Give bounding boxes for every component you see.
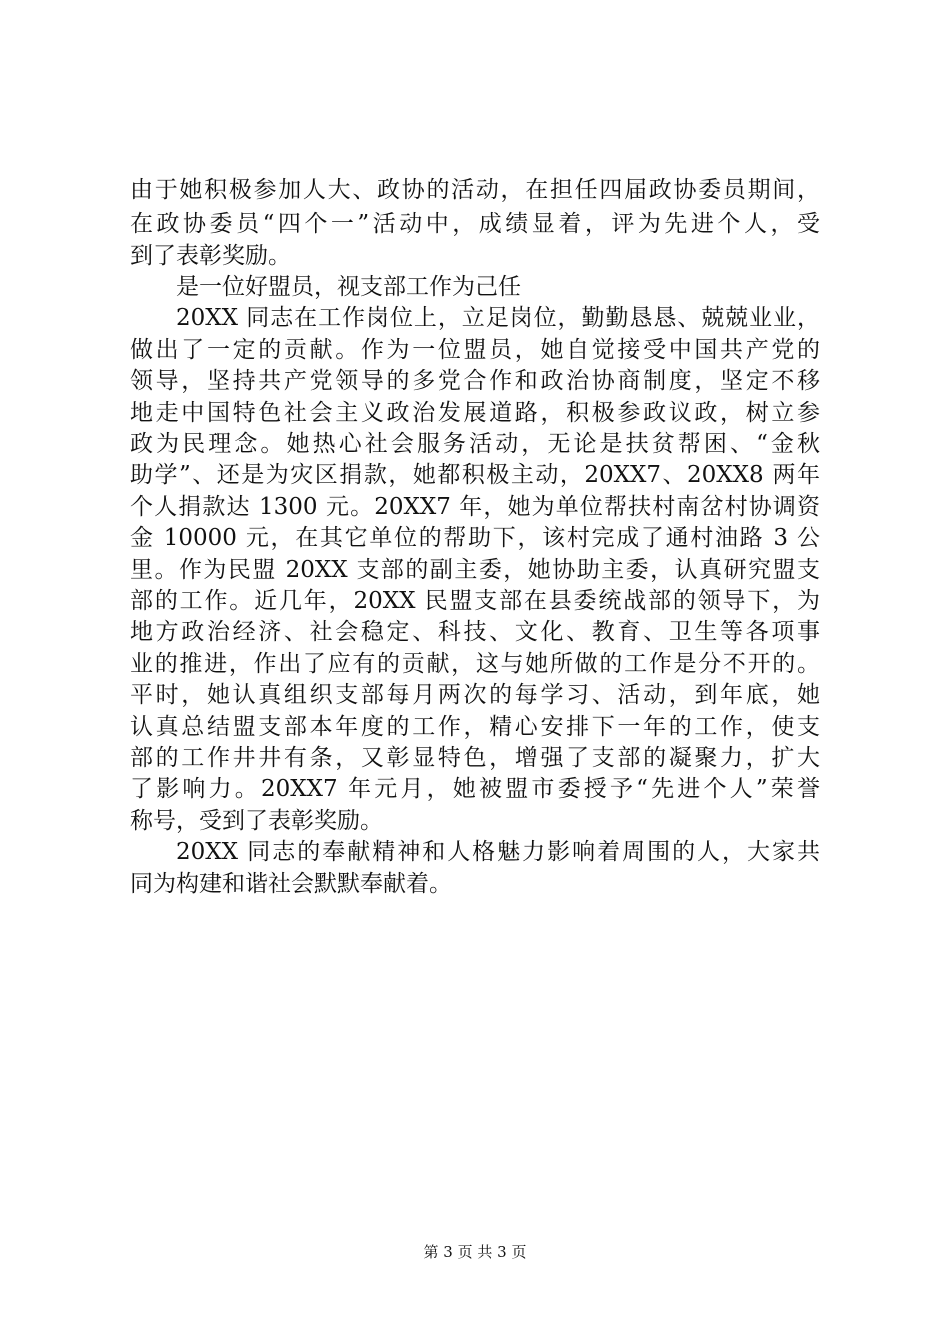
body-text-line: 部的工作。近几年，20XX 民盟支部在县委统战部的领导下，为 [130,588,820,614]
body-text-line: 20XX 同志的奉献精神和人格魅力影响着周围的人，大家共 [176,839,820,865]
body-text-line: 助学”、还是为灾区捐款，她都积极主动，20XX7、20XX8 两年 [130,462,820,488]
body-text-line: 里。作为民盟 20XX 支部的副主委，她协助主委，认真研究盟支 [130,557,820,583]
page-number-footer: 第 3 页 共 3 页 [423,1243,527,1261]
body-text-line: 称号，受到了表彰奖励。 [130,808,383,834]
body-text-line: 认真总结盟支部本年度的工作，精心安排下一年的工作，使支 [130,714,820,740]
body-text-line: 做出了一定的贡献。作为一位盟员，她自觉接受中国共产党的 [130,337,820,363]
body-text-line: 部的工作井井有条，又彰显特色，增强了支部的凝聚力，扩大 [130,745,820,771]
body-text-line: 了影响力。20XX7 年元月，她被盟市委授予“先进个人”荣誉 [130,776,820,802]
body-text-line: 业的推进，作出了应有的贡献，这与她所做的工作是分不开的。 [130,651,820,677]
body-text-line: 个人捐款达 1300 元。20XX7 年，她为单位帮扶村南岔村协调资 [130,494,820,520]
body-text-line: 由于她积极参加人大、政协的活动，在担任四届政协委员期间， [130,177,820,203]
body-text-line: 到了表彰奖励。 [130,243,291,269]
body-text-line: 平时，她认真组织支部每月两次的每学习、活动，到年底，她 [130,682,820,708]
body-text-line: 地走中国特色社会主义政治发展道路，积极参政议政，树立参 [130,400,820,426]
body-text-line: 政为民理念。她热心社会服务活动，无论是扶贫帮困、“金秋 [130,431,820,457]
body-text-line: 20XX 同志在工作岗位上，立足岗位，勤勤恳恳、兢兢业业， [176,305,820,331]
section-heading: 是一位好盟员，视支部工作为己任 [176,274,521,300]
body-text-line: 领导，坚持共产党领导的多党合作和政治协商制度，坚定不移 [130,368,820,394]
body-text-line: 地方政治经济、社会稳定、科技、文化、教育、卫生等各项事 [130,619,820,645]
body-text-line: 金 10000 元，在其它单位的帮助下，该村完成了通村油路 3 公 [130,525,820,551]
body-text-line: 同为构建和谐社会默默奉献着。 [130,871,452,897]
body-text-line: 在政协委员“四个一”活动中，成绩显着，评为先进个人，受 [130,211,820,237]
